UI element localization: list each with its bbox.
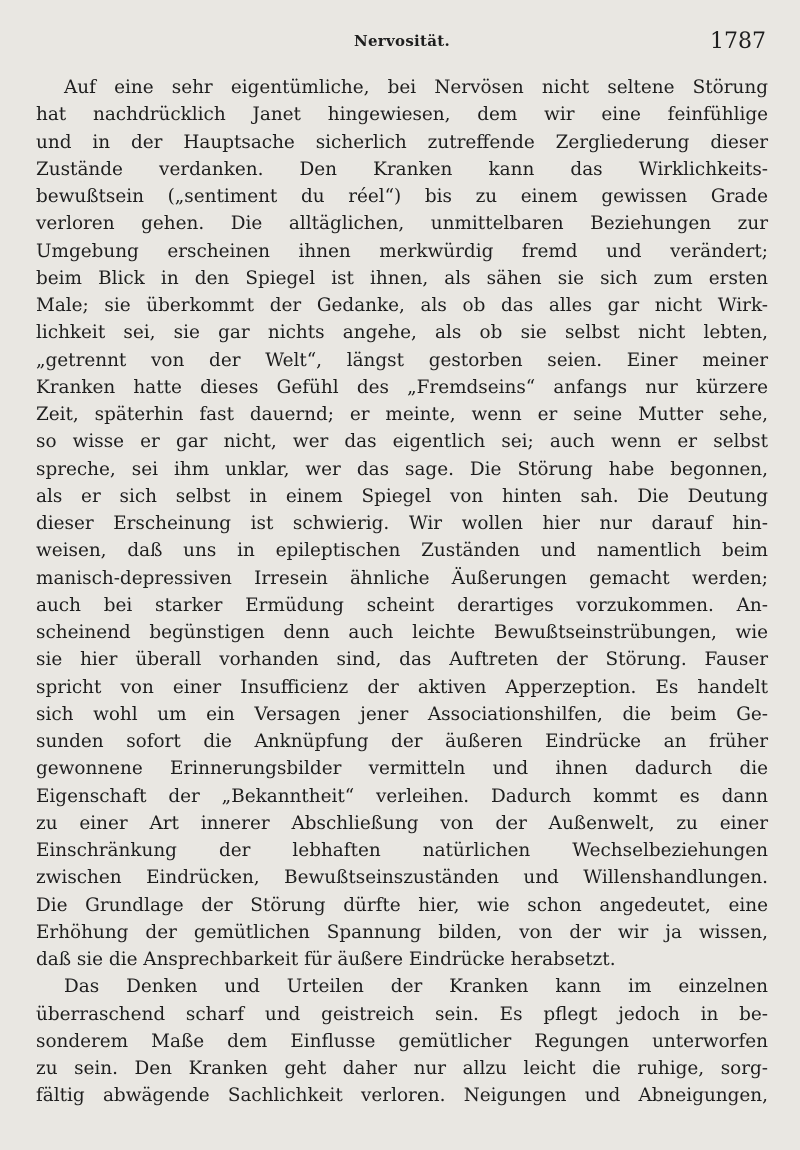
text-line: daß sie die Ansprechbarkeit für äußere Eindrücke herabsetzt. [36,949,616,970]
body-text [36,74,768,1110]
text-line: zu sein. Den Kranken geht daher nur allzu leicht die ruhige, sorg- [36,1058,768,1079]
text-line: Zustände verdanken. Den Kranken kann das Wirklichkeits- [36,158,768,180]
text-line: Umgebung erscheinen ihnen merkwürdig fremd und verändert; [36,240,768,262]
text-line: spricht von einer Insufficienz der aktiven Apperzeption. Es handelt [36,676,768,698]
text-line: Male; sie überkommt der Gedanke, als ob das alles gar nicht Wirk- [36,295,768,316]
text-line: Das Denken und Urteilen der Kranken kann im einzelnen [64,976,768,998]
text-line: Auf eine sehr eigentümliche, bei Nervösen nicht seltene Störung [64,77,768,98]
text-line: „getrennt von der Welt“, längst gestorben seien. Einer meiner [36,349,768,371]
text-line: Einschränkung der lebhaften natürlichen Wechselbeziehungen [36,840,768,861]
text-line: sich wohl um ein Versagen jener Associationshilfen, die beim Ge- [36,703,768,725]
text-line: spreche, sei ihm unklar, wer das sage. Die Störung habe begonnen, [36,458,768,480]
text-line: weisen, daß uns in epileptischen Zuständen und namentlich beim [36,540,768,562]
text-line: verloren gehen. Die alltäglichen, unmittelbaren Beziehungen zur [36,213,768,235]
running-title: Nervosität. [353,32,451,50]
text-line: zwischen Eindrücken, Bewußtseinszuständen und Willenshandlungen. [36,867,768,889]
text-line: Erhöhung der gemütlichen Spannung bilden, von der wir ja wissen, [36,921,768,943]
text-line: bewußtsein („sentiment du réel“) bis zu einem gewissen Grade [36,186,768,207]
text-line: hat nachdrücklich Janet hingewiesen, dem wir eine feinfühlige [36,104,768,126]
text-line: Kranken hatte dieses Gefühl des „Fremdseins“ anfangs nur kürzere [36,376,768,398]
text-line: überraschend scharf und geistreich sein. Es pflegt jedoch in be- [36,1003,768,1025]
text-line: Die Grundlage der Störung dürfte hier, wie schon angedeutet, eine [36,894,768,916]
text-line: sonderem Maße dem Einflusse gemütlicher Regungen unterworfen [36,1030,768,1052]
text-line: dieser Erscheinung ist schwierig. Wir wollen hier nur darauf hin- [36,513,768,534]
text-line: auch bei starker Ermüdung scheint derartiges vorzukommen. An- [36,594,768,616]
text-line: fältig abwägende Sachlichkeit verloren. Neigungen und Abneigungen, [36,1085,768,1107]
text-line: Zeit, späterhin fast dauernd; er meinte, wenn er seine Mutter sehe, [36,404,768,425]
text-line: lichkeit sei, sie gar nichts angehe, als ob sie selbst nicht lebten, [36,322,768,344]
text-line: beim Blick in den Spiegel ist ihnen, als sähen sie sich zum ersten [36,267,768,289]
page-number: 1787 [710,29,766,54]
text-line: so wisse er gar nicht, wer das eigentlich sei; auch wenn er selbst [36,431,768,453]
text-line: sunden sofort die Anknüpfung der äußeren Eindrücke an früher [36,731,768,752]
text-line: manisch-depressiven Irresein ähnliche Äußerungen gemacht werden; [36,567,768,589]
text-line: sie hier überall vorhanden sind, das Auftreten der Störung. Fauser [36,649,768,671]
text-line: gewonnene Erinnerungsbilder vermitteln und ihnen dadurch die [36,758,768,780]
text-line: zu einer Art innerer Abschließung von der Außenwelt, zu einer [36,812,768,834]
page-header [36,29,768,62]
text-line: Eigenschaft der „Bekanntheit“ verleihen. Dadurch kommt es dann [36,785,768,807]
text-line: und in der Hauptsache sicherlich zutreffende Zergliederung dieser [36,131,768,153]
text-line: als er sich selbst in einem Spiegel von hinten sah. Die Deutung [36,485,768,507]
text-line: scheinend begünstigen denn auch leichte Bewußtseinstrübungen, wie [36,622,768,643]
